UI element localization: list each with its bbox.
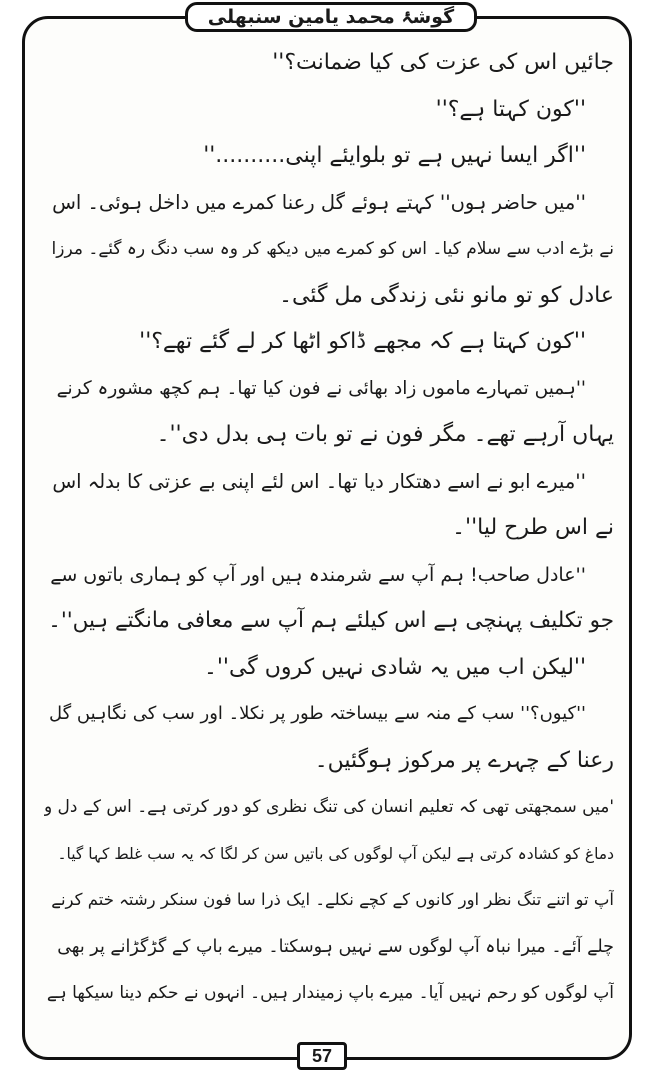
- text-line: ''میرے ابو نے اسے دھتکار دیا تھا۔ اس لئے اپنی بے عزتی کا بدلہ اس: [52, 469, 586, 493]
- text-line: ''کون کہتا ہے کہ مجھے ڈاکو اٹھا کر لے گئے تھے؟'': [139, 329, 586, 354]
- text-line: آپ لوگوں کو رحم نہیں آیا۔ میرے باپ زمیندار ہیں۔ انہوں نے حکم دینا سیکھا ہے: [46, 983, 614, 1003]
- text-line: جو تکلیف پہنچی ہے اس کیلئے ہم آپ سے معافی مانگتے ہیں''۔: [48, 608, 614, 633]
- text-line: ''ہمیں تمہارے ماموں زاد بھائی نے فون کیا تھا۔ ہم کچھ مشورہ کرنے: [56, 377, 586, 399]
- text-line: عادل کو تو مانو نئی زندگی مل گئی۔: [279, 282, 614, 308]
- text-line: ''لیکن اب میں یہ شادی نہیں کروں گی''۔: [203, 654, 586, 680]
- text-line: رعنا کے چہرے پر مرکوز ہوگئیں۔: [314, 747, 614, 773]
- text-line: دماغ کو کشادہ کرتی ہے لیکن آپ لوگوں کی باتیں سن کر لگا کہ یہ سب غلط کہا گیا۔: [57, 844, 614, 863]
- page-number-label: 57: [311, 1045, 333, 1066]
- text-line: ''عادل صاحب! ہم آپ سے شرمندہ ہیں اور آپ کو ہماری باتوں سے: [50, 563, 586, 586]
- text-line: آپ تو اتنے تنگ نظر اور کانوں کے کچے نکلے۔ ایک ذرا سا فون سنکر رشتہ ختم کرنے: [51, 890, 614, 909]
- text-line: جائیں اس کی عزت کی کیا ضمانت؟'': [272, 50, 614, 75]
- text-line: نے اس طرح لیا''۔: [452, 515, 614, 540]
- text-line: 'میں سمجھتی تھی کہ تعلیم انسان کی تنگ نظری کو دور کرتی ہے۔ اس کے دل و: [44, 797, 614, 817]
- text-line: ''اگر ایسا نہیں ہے تو بلوایئے اپنی..........'': [203, 143, 586, 168]
- running-header: [185, 2, 477, 32]
- text-line: ''میں حاضر ہوں'' کہتے ہوئے گل رعنا کمرے میں داخل ہوئی۔ اس: [52, 190, 586, 214]
- text-line: یہاں آرہے تھے۔ مگر فون نے تو بات ہی بدل دی''۔: [156, 422, 614, 447]
- text-line: ''کیوں؟'' سب کے منہ سے بیساختہ طور پر نکلا۔ اور سب کی نگاہیں گل: [49, 703, 586, 724]
- body-text: [44, 40, 614, 1017]
- text-line: نے بڑے ادب سے سلام کیا۔ اس کو کمرے میں دیکھ کر وہ سب دنگ رہ گئے۔ مرزا: [51, 239, 614, 259]
- text-line: ''کون کہتا ہے؟'': [435, 96, 586, 122]
- page-number: [297, 1042, 347, 1070]
- text-line: چلے آئے۔ میرا نباہ آپ لوگوں سے نہیں ہوسکتا۔ میرے باپ کے گڑگڑانے پر بھی: [57, 936, 614, 957]
- header-author: گوشۂ محمد یامین سنبھلی: [207, 6, 455, 28]
